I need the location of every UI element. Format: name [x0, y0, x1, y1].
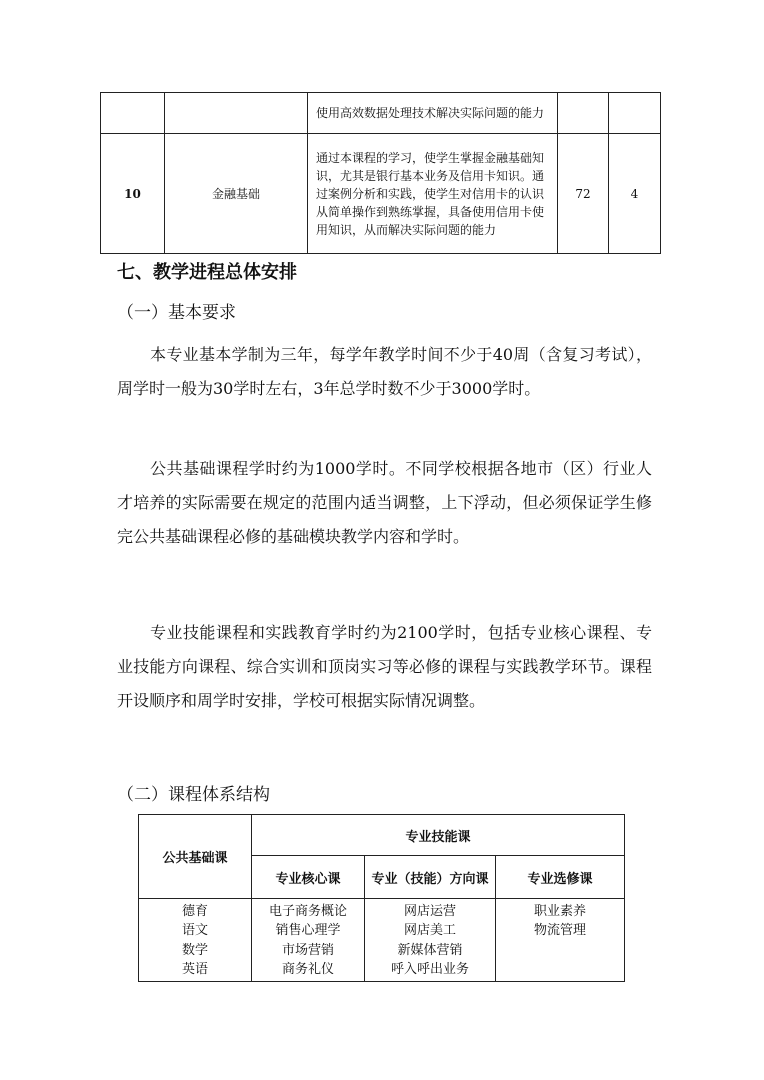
table-row — [139, 899, 625, 922]
cell-public: 数学 — [139, 941, 252, 961]
section-title: 七、教学进程总体安排 — [117, 262, 297, 283]
cell-core: 商务礼仪 — [252, 961, 365, 982]
cell-public: 语文 — [139, 921, 252, 941]
cell-elective: 职业素养 — [496, 899, 625, 922]
hours-cell — [558, 93, 609, 134]
table-row — [139, 961, 625, 982]
table-row — [139, 941, 625, 961]
structure-table — [138, 814, 625, 982]
cell-direction: 呼入呼出业务 — [365, 961, 496, 982]
table-row — [101, 93, 661, 134]
cell-elective — [496, 961, 625, 982]
cell-core: 市场营销 — [252, 941, 365, 961]
paragraph: 专业技能课程和实践教育学时约为2100学时，包括专业核心课程、专业技能方向课程、综合实训和顶岗实习等必修的课程与实践教学环节。课程开设顺序和周学时安排，学校可根据实际情况调整。 — [117, 623, 652, 710]
header-public: 公共基础课 — [139, 815, 252, 899]
description-cell: 使用高效数据处理技术解决实际问题的能力 — [308, 93, 558, 134]
number-cell: 10 — [101, 134, 165, 254]
cell-core: 电子商务概论 — [252, 899, 365, 922]
name-cell: 金融基础 — [165, 134, 308, 254]
header-skill: 专业技能课 — [252, 815, 625, 856]
cell-direction: 新媒体营销 — [365, 941, 496, 961]
subsection-title: （二）课程体系结构 — [117, 785, 270, 805]
cell-direction: 网店运营 — [365, 899, 496, 922]
credits-cell: 4 — [609, 134, 661, 254]
course-table — [100, 92, 661, 254]
cell-elective — [496, 941, 625, 961]
header-elective: 专业选修课 — [496, 856, 625, 899]
table-row — [101, 134, 661, 254]
description-cell: 通过本课程的学习，使学生掌握金融基础知识，尤其是银行基本业务及信用卡知识。通过案例分析和实践，使学生对信用卡的认识从简单操作到熟练掌握，具备使用信用卡使用知识，从而解决实际问题的能力 — [308, 134, 558, 254]
number-cell — [101, 93, 165, 134]
header-direction: 专业（技能）方向课 — [365, 856, 496, 899]
cell-elective: 物流管理 — [496, 921, 625, 941]
table-header-row — [139, 815, 625, 856]
cell-direction: 网店美工 — [365, 921, 496, 941]
cell-core: 销售心理学 — [252, 921, 365, 941]
hours-cell: 72 — [558, 134, 609, 254]
subsection-title: （一）基本要求 — [117, 303, 236, 323]
name-cell — [165, 93, 308, 134]
paragraph: 公共基础课程学时约为1000学时。不同学校根据各地市（区）行业人才培养的实际需要在规定的范围内适当调整，上下浮动，但必须保证学生修完公共基础课程必修的基础模块教学内容和学时。 — [117, 459, 652, 546]
paragraph: 本专业基本学制为三年，每学年教学时间不少于40周（含复习考试），周学时一般为30学时左右，3年总学时数不少于3000学时。 — [117, 345, 652, 398]
table-row — [139, 921, 625, 941]
credits-cell — [609, 93, 661, 134]
cell-public: 英语 — [139, 961, 252, 982]
cell-public: 德育 — [139, 899, 252, 922]
header-core: 专业核心课 — [252, 856, 365, 899]
